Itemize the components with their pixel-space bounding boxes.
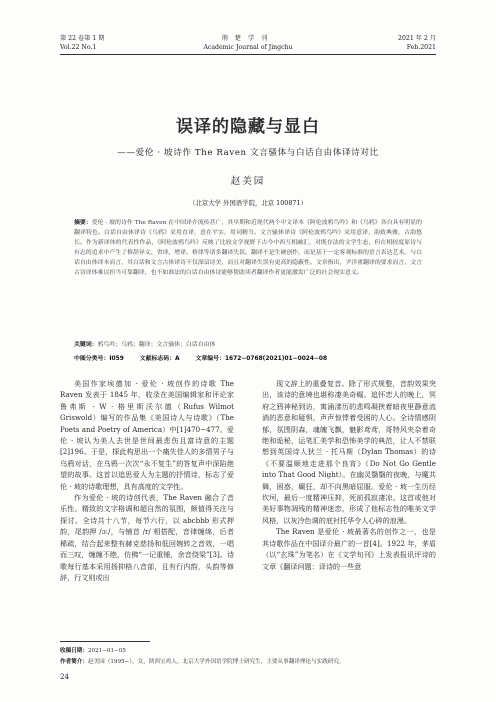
header-rule (60, 54, 436, 55)
body-column-left (60, 378, 234, 583)
received-date-note (60, 646, 436, 654)
received-date: 2021−01−05 (87, 648, 126, 654)
body-paragraph: The Raven 是爱伦 · 坡最著名的创作之一，也是其诗歌作品在中国译介最广的一首[4]。1922 年，茅盾（以“玄珠”为笔名）在《文学旬刊》上发表报讯评诗的文章《翻译问题：译诗的一些意 (262, 527, 436, 571)
issue-info-en: Vol.22 No.1 (60, 44, 97, 51)
author-bio-note (60, 657, 436, 665)
body-paragraph: 作为爱伦 · 坡的诗创代表，The Raven 融合了音乐性、精致的文字格调和超自然的氛围，颇值得关注与探讨。全诗共十八节，每节六行，以 abcbbb 形式押韵，尾韵押 /ɔː/，与铺首 /r/ 相搭配，音律缠绵，后者稀疏，结合起来整有赫克慈扬和低回婉转之音效，一唱而三叹，缠缠不绝，仿佛“一记重锤，余音绕梁”[3]。诗歌每行基本采用扬抑格八音部，且有行内韵，头韵等修辞，行文则或出 (60, 493, 234, 582)
author-affiliation: （北京大学 外国语学院，北京 100871） (189, 199, 307, 207)
author-bio: 赵美园（1995−），女，陕西宝鸡人，北京大学外国语学院博士研究生，主要从事翻译理论与实践研究。 (87, 659, 345, 665)
publication-date-cn: 2021 年 2 月 (398, 35, 436, 42)
document-code: 文献标志码：A (139, 356, 180, 362)
keywords (74, 339, 422, 348)
body-paragraph: 现文辞上的重叠复音。除了形式规整，音韵效果突出，该诗的意境也堪称凄美奇崛。追怀恋人的晚上，冥府之鸦神秘到访，寓涌漾历的悲鸣凝挟着暗夜里静意流淌的恶意和疑惧，声声惊悸着受困的人心。全诗情感阴郁，氛围阴森，魂魄飞飘，魅影鸢鸢，哥特风夹杂着奇绝和诡秘，运笔汇美学和恐怖美学的典范，让人不禁联想到英国诗人狄兰 · 托马斯（Dylan Thomas）的诗《不要温顺地走进那个良宵》（Do Not Go Gentle into That Good Night）。在幽灵翳翳的夜晚，与魔共舞，困惑，癫狂，却不向黑暗屈服。爱伦 · 坡一生历经坎坷，最后一度精神压抑，死前孤寂凄凉。这首或他对美好事物凋残的精神迷恋，形成了他标志性的唯美文学风格，以灰冷色调的底衬托华令人心碎的浪漫。 (262, 379, 436, 525)
abstract (74, 218, 422, 278)
issue-info-cn: 第 22 卷第 1 期 (60, 35, 105, 42)
article-number: 文章编号：1672−0768(2021)01−0024−08 (195, 356, 328, 362)
page-number: 24 (60, 673, 69, 681)
journal-name (60, 34, 436, 52)
footnote-rule (60, 641, 150, 642)
body-column-right (262, 378, 436, 572)
publication-date-en: Feb.2021 (406, 44, 436, 51)
keywords-label: 关键词： (74, 342, 98, 348)
publication-date (398, 34, 436, 52)
article-title: 误译的隐藏与显白 (176, 117, 320, 137)
received-label: 收稿日期： (60, 648, 88, 654)
abstract-label: 摘要： (74, 220, 92, 226)
article-subtitle: ——爱伦 · 坡诗作 The Raven 文言骚体与白话自由体译诗对比 (117, 148, 379, 158)
abstract-text: 爱伦 · 坡的诗作 The Raven 在中国译介流传甚广，其早期和近现代两个中文译本《阿伦波鸦鸟吟》和《乌鸦》各自具有明显的翻译特色。白话自由体译诗《乌鸦》采用直译，意在平实，用词精当。文言骚体译诗《阿伦波鸦鸟吟》采用意译，韵致典雅，古韵悠长。作为新译体的代表性作品，《阿伦波鸦鸟吟》反映了比较文学视野下古今中西互相融汇，对既存法的文学生态，但在相较度原诗与有志的追求中产生了修辞异文、省译、增译、格律等诸多翻译失误。翻译不是生硬创作，而是基于一定客观标准的语言表达艺术。与白话自由体译本而言，其白话和文言古体译诗不仅深谙诗美，而且对翻译失误有更高的隐蔽性。文章指出，尹洋重翻译的要求而言，文言古诗译体难以担当可靠翻译，也不如准法的白话自由体诗能够帮助读者翻译作者更能激发广泛的社会现实意义。 (74, 220, 422, 276)
journal-name-en: Academic Journal of Jingchu (203, 44, 293, 51)
author-bio-label: 作者简介： (60, 659, 88, 665)
body-paragraph: 美国作家埃德加 · 爱伦 · 坡创作的诗歌 The Raven 发表于 1845 年，收录在美国编辑家和评论家鲁弗斯 · W · 格里斯沃尔德（Rufus Wilmot Griswold）编写的作品集《美国诗人与诗歌》（The Poets and Poetry of America）中[1]470−477。爱伦 · 坡认为美人去世是世间最悲伤且富诗意的主题[2]196。于是，探此构思出一个痛失佳人的多情男子与乌鸦对话，在乌鸦一次次“永不复生”的答复声中深陷绝望的故事。这首以追思爱人为主题的抒情诗，标志了爱伦 · 坡的诗歌理想，具有高度的文学性。 (60, 379, 234, 491)
classification-line (74, 353, 422, 362)
keywords-text: 鸦鸟吟；乌鸦；翻译；文言骚体；白话自由体 (97, 342, 216, 348)
author-name: 赵美园 (230, 176, 266, 187)
clc-number: 中图分类号：I059 (74, 356, 124, 362)
journal-name-cn: 荆楚学刊 (221, 35, 275, 42)
